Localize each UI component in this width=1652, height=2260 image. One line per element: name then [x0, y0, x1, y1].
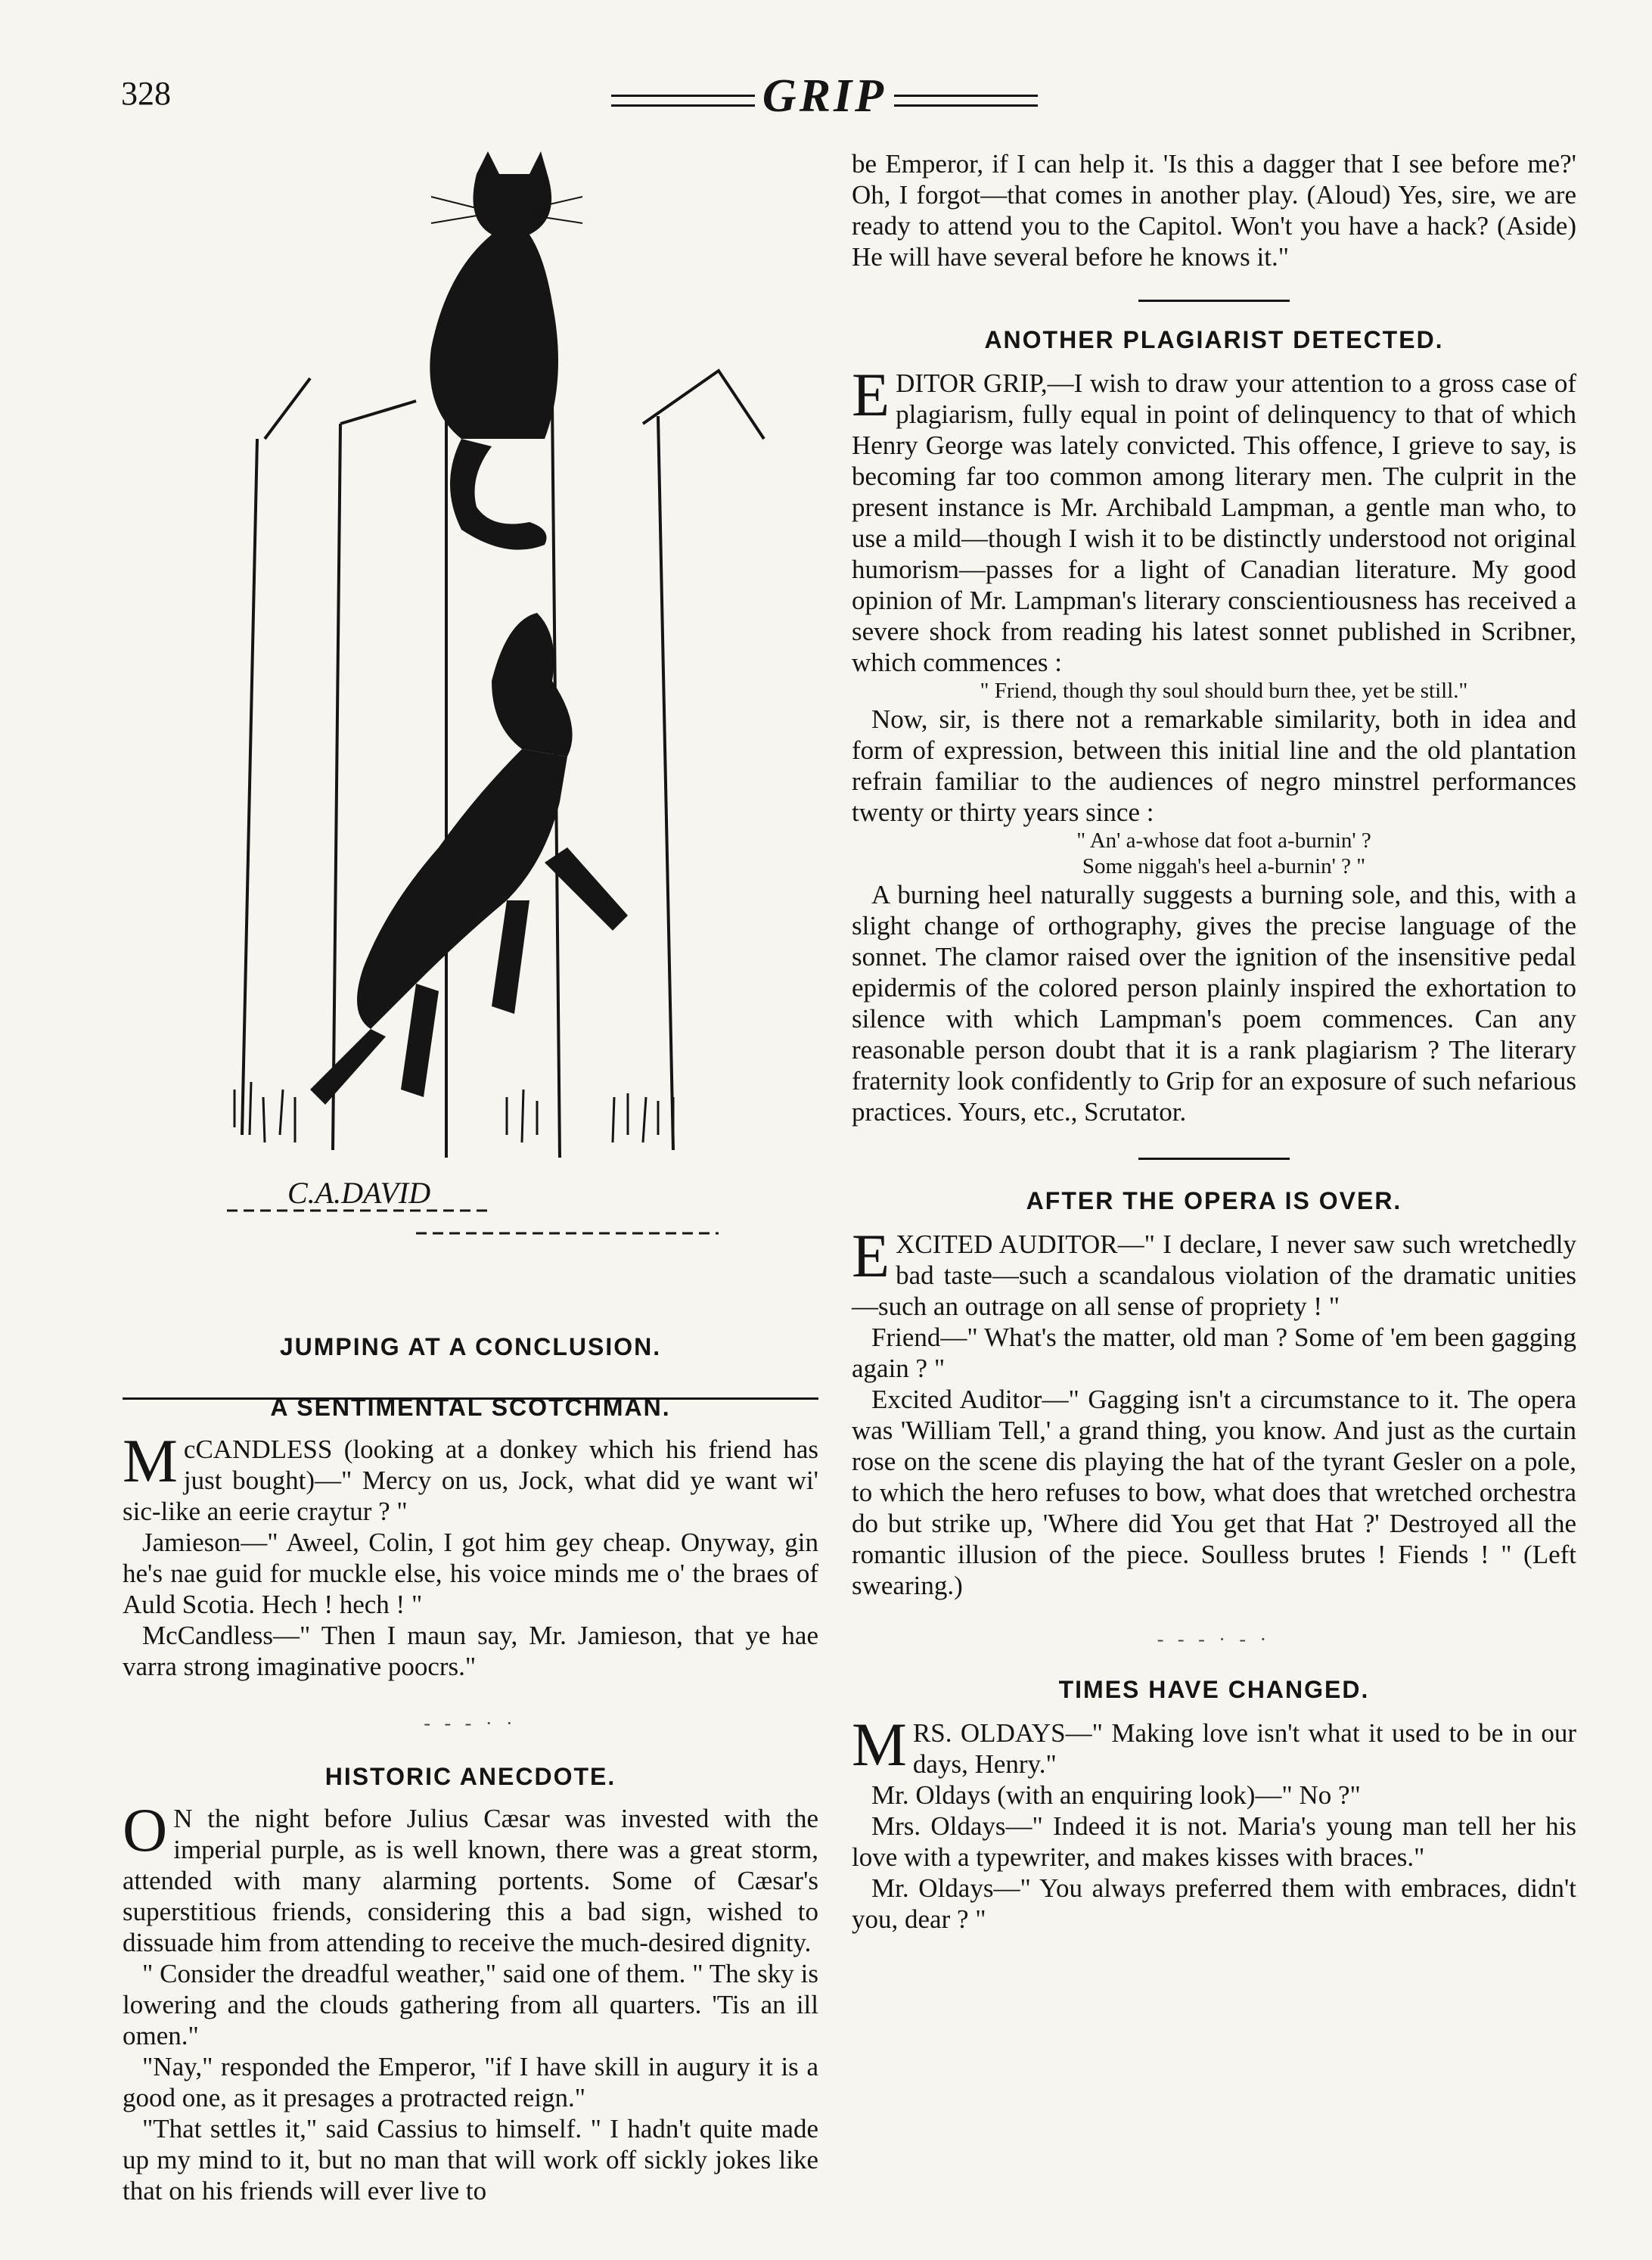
anecdote-paragraph-4: "That settles it," said Cassius to himself. " I hadn't quite made up my mind to it, but no man that will work off sickly jokes like that on his friends will ever live to	[123, 2114, 818, 2206]
plagiarist-dropcap: E	[852, 360, 890, 429]
anecdote-paragraph-2: " Consider the dreadful weather," said one of them. " The sky is lowering and the clouds gathering from all quarters. 'Tis an ill omen."	[123, 1959, 818, 2050]
times-paragraph-4: Mr. Oldays—" You always preferred them with embraces, didn't you, dear ? "	[852, 1873, 1576, 1934]
times-paragraph-2: Mr. Oldays (with an enquiring look)—" No ?"	[871, 1780, 1361, 1810]
separator-dots: - - - · - ·	[1157, 1628, 1272, 1650]
opera-title: AFTER THE OPERA IS OVER.	[1026, 1187, 1402, 1214]
cartoon-illustration	[189, 151, 794, 1256]
cartoon-caption: JUMPING AT A CONCLUSION.	[279, 1333, 662, 1360]
separator-dots: - - - · ·	[424, 1712, 517, 1734]
opera-paragraph-1: XCITED AUDITOR—" I declare, I never saw such wretchedly bad taste—such a scandalous violation of the dramatic unities—such an outrage on all sense of propriety ! "	[852, 1229, 1576, 1321]
plagiarist-paragraph-1: DITOR GRIP,—I wish to draw your attention to a gross case of plagiarism, fully equal in point of delinquency to that of which Henry George was lately convicted. This offence, I grieve to say, is becoming far too common among literary men. The culprit in the present instance is Mr. Archibald Lampman, a gentle man who, to use a mild—though I wish it to be distinctly understood not original humorism—passes for a light of Canadian literature. My good opinion of Mr. Lampman's literary conscientiousness has received a severe shock from reading his latest sonnet published in Scribner, which commences :	[852, 368, 1576, 677]
plagiarist-quote-2-line-1: " An' a-whose dat foot a-burnin' ?	[1076, 828, 1371, 853]
opera-paragraph-3: Excited Auditor—" Gagging isn't a circumstance to it. The opera was 'William Tell,' a grand thing, you know. And just as the curtain rose on the scene dis playing the hat of the tyrant Gesler on a pole, to which the hero refuses to bow, what does that wretched orchestra do but strike up, 'Where did You get that Hat ?' Destroyed all the romantic illusion of the piece. Soulless brutes ! Fiends ! " (Left swearing.)	[852, 1385, 1576, 1600]
plagiarist-quote-1: " Friend, though thy soul should burn thee, yet be still."	[980, 679, 1468, 703]
magazine-title: GRIP	[762, 70, 887, 122]
anecdote-paragraph-1: N the night before Julius Cæsar was invested with the imperial purple, as is well known, there was a great storm, attended with many alarming portents. Some of Cæsar's superstitious friends, considering this a bad sign, wished to dissuade him from attending to receive the much-desired dignity.	[123, 1804, 818, 1957]
emperor-continuation: be Emperor, if I can help it. 'Is this a dagger that I see before me?' Oh, I forgot—that comes in another play. (Aloud) Yes, sire, we are ready to attend you to the Capitol. Won't you have a hack? (Aside) He will have several before he knows it."	[852, 149, 1576, 272]
masthead	[560, 70, 1089, 123]
short-rule	[1138, 1158, 1290, 1160]
anecdote-dropcap: O	[123, 1795, 168, 1864]
times-title: TIMES HAVE CHANGED.	[1058, 1676, 1370, 1703]
opera-paragraph-2: Friend—" What's the matter, old man ? Some of 'em been gagging again ? "	[852, 1323, 1576, 1383]
times-dropcap: M	[852, 1710, 907, 1779]
masthead-rule-left	[611, 95, 755, 107]
scotchman-dropcap: M	[123, 1426, 178, 1495]
anecdote-paragraph-3: "Nay," responded the Emperor, "if I have skill in augury it is a good one, as it presages a protracted reign."	[123, 2052, 818, 2112]
anecdote-title: HISTORIC ANECDOTE.	[324, 1763, 616, 1790]
right-column	[852, 148, 1576, 1935]
cartoon-signature: C.A.DAVID	[287, 1176, 431, 1210]
left-column	[123, 1392, 818, 2206]
plagiarist-title: ANOTHER PLAGIARIST DETECTED.	[984, 326, 1444, 353]
scotchman-paragraph-2: Jamieson—" Aweel, Colin, I got him gey cheap. Onyway, gin he's nae guid for muckle else, his voice minds me o' the braes of Auld Scotia. Hech ! hech ! "	[123, 1528, 818, 1619]
times-paragraph-3: Mrs. Oldays—" Indeed it is not. Maria's young man tell her his love with a typewriter, and makes kisses with braces."	[852, 1811, 1576, 1872]
page-number: 328	[121, 75, 171, 112]
opera-dropcap: E	[852, 1221, 890, 1290]
plagiarist-quote-2-line-2: Some niggah's heel a-burnin' ? "	[1082, 854, 1366, 878]
times-paragraph-1: RS. OLDAYS—" Making love isn't what it used to be in our days, Henry."	[912, 1718, 1576, 1779]
scotchman-paragraph-1: cCANDLESS (looking at a donkey which his friend has just bought)—" Mercy on us, Jock, what did ye want wi' sic-like an eerie craytur ? "	[123, 1435, 818, 1526]
plagiarist-paragraph-2: Now, sir, is there not a remarkable similarity, both in idea and form of expression, between this initial line and the old plantation refrain familiar to the audiences of negro minstrel performances twenty or thirty years since :	[852, 704, 1576, 827]
short-rule	[1138, 300, 1290, 302]
masthead-rule-right	[894, 95, 1038, 107]
plagiarist-paragraph-3: A burning heel naturally suggests a burning sole, and this, with a slight change of orthography, gives the precise language of the sonnet. The clamor raised over the ignition of the insensitive pedal epidermis of the colored person plainly inspired the exhortation to silence with which Lampman's poem commences. Can any reasonable person doubt that it is a rank plagiarism ? The literary fraternity look confidently to Grip for an exposure of such nefarious practices. Yours, etc., Scrutator.	[852, 880, 1576, 1127]
scotchman-paragraph-3: McCandless—" Then I maun say, Mr. Jamieson, that ye hae varra strong imaginative poocrs."	[123, 1621, 818, 1681]
scotchman-title: A SENTIMENTAL SCOTCHMAN.	[270, 1394, 671, 1421]
